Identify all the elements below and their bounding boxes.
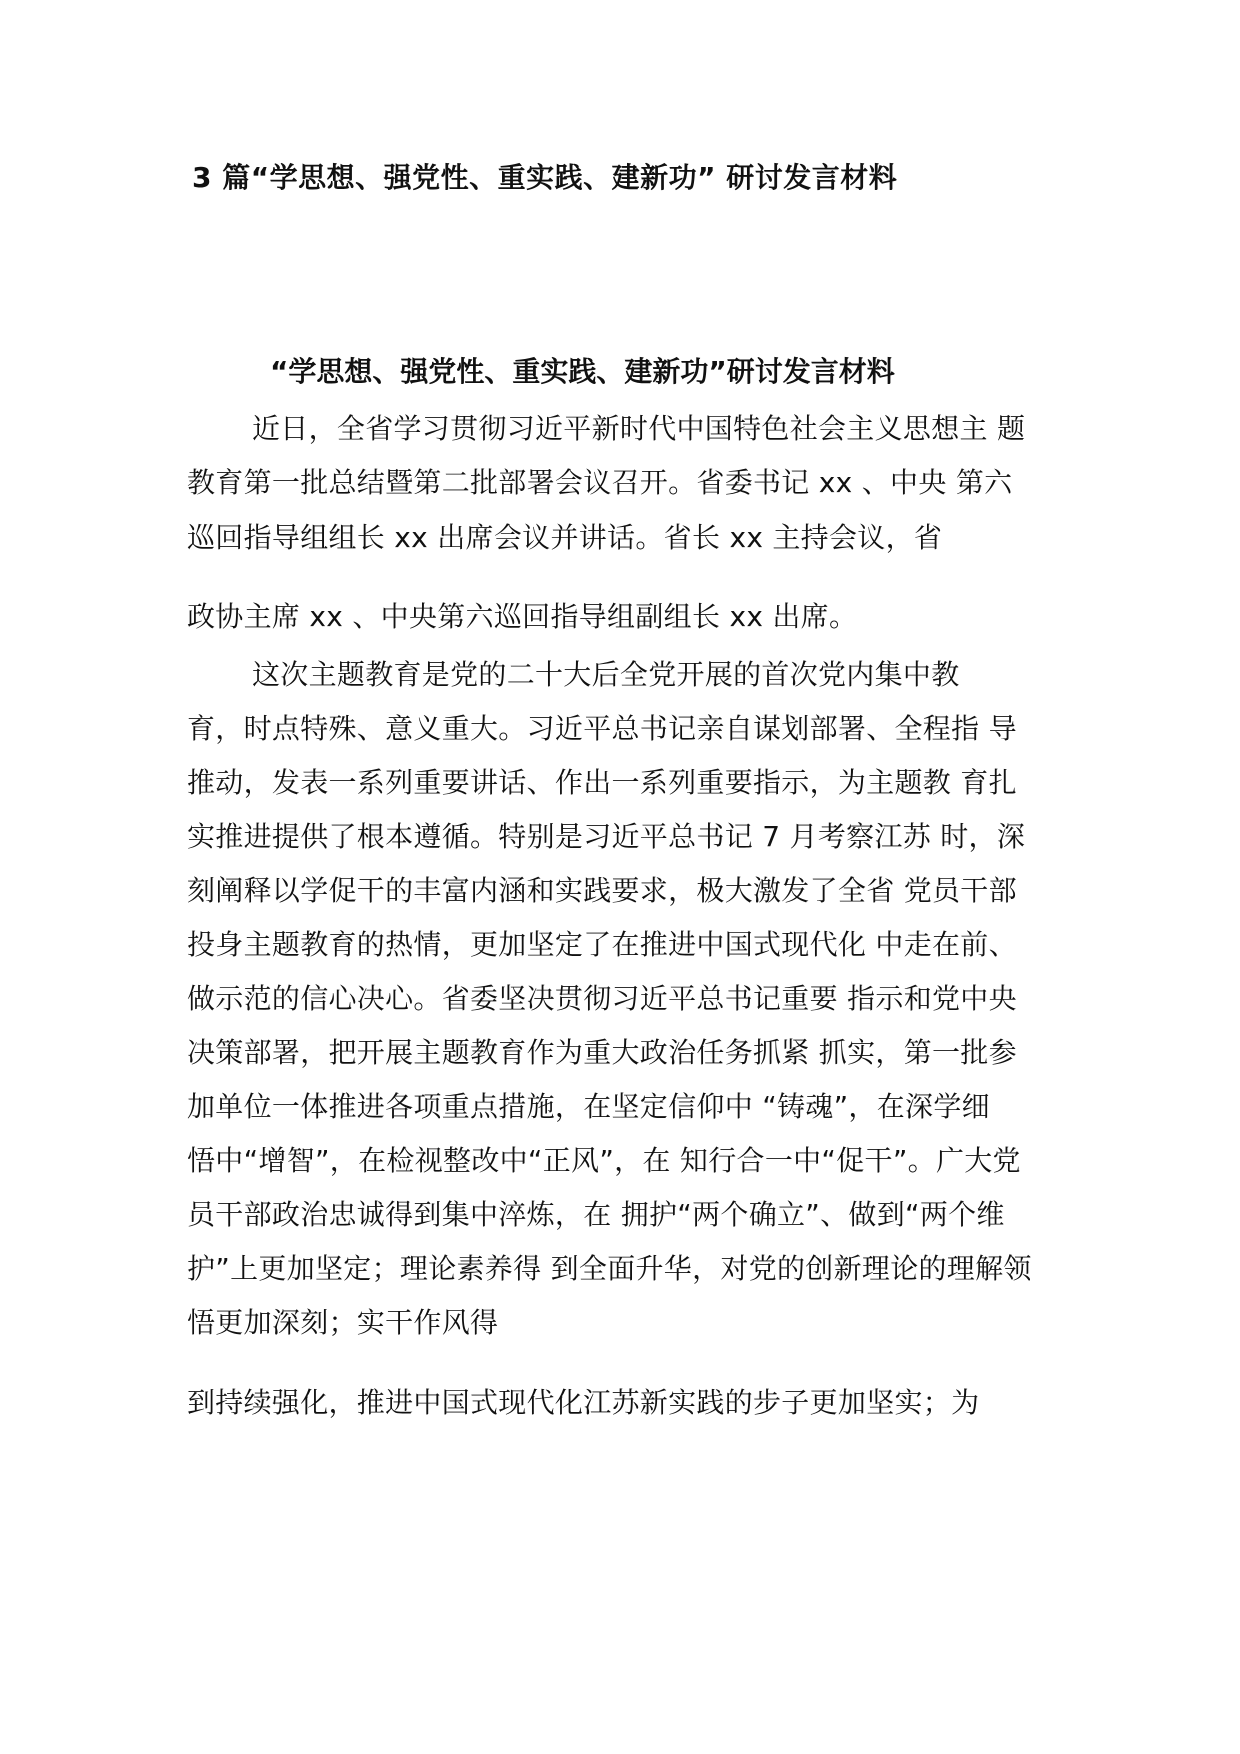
section-title: “学思想、强党性、重实践、建新功”研讨发言材料 [270,355,895,388]
paragraph-line: 实推进提供了根本遵循。特别是习近平总书记 7 月考察江苏 时，深 [187,820,1026,853]
paragraph-line: 育，时点特殊、意义重大。习近平总书记亲自谋划部署、全程指 导 [187,712,1017,745]
paragraph-line: 投身主题教育的热情，更加坚定了在推进中国式现代化 中走在前、 [187,928,1017,961]
paragraph-line: 决策部署，把开展主题教育作为重大政治任务抓紧 抓实，第一批参 [187,1036,1017,1069]
paragraph-line: 推动，发表一系列重要讲话、作出一系列重要指示，为主题教 育扎 [187,766,1017,799]
document-title: 3 篇“学思想、强党性、重实践、建新功” 研讨发言材料 [192,161,898,194]
paragraph-line: 近日，全省学习贯彻习近平新时代中国特色社会主义思想主 题 [252,412,1026,445]
paragraph-line: 护”上更加坚定；理论素养得 到全面升华，对党的创新理论的理解领 [187,1252,1032,1285]
paragraph-line: 悟中“增智”，在检视整改中“正风”，在 知行合一中“促干”。广大党 [187,1144,1021,1177]
paragraph-line: 这次主题教育是党的二十大后全党开展的首次党内集中教 [252,658,960,691]
paragraph-line: 教育第一批总结暨第二批部署会议召开。省委书记 xx 、中央 第六 [187,466,1013,499]
paragraph-line: 政协主席 xx 、中央第六巡回指导组副组长 xx 出席。 [187,600,858,633]
paragraph-line: 巡回指导组组长 xx 出席会议并讲话。省长 xx 主持会议，省 [187,521,943,554]
paragraph-line: 做示范的信心决心。省委坚决贯彻习近平总书记重要 指示和党中央 [187,982,1017,1015]
paragraph-line: 加单位一体推进各项重点措施，在坚定信仰中 “铸魂”，在深学细 [187,1090,990,1123]
paragraph-line: 员干部政治忠诚得到集中淬炼，在 拥护“两个确立”、做到“两个维 [187,1198,1005,1231]
paragraph-line: 刻阐释以学促干的丰富内涵和实践要求，极大激发了全省 党员干部 [187,874,1017,907]
paragraph-line: 悟更加深刻；实干作风得 [187,1306,499,1339]
paragraph-line: 到持续强化，推进中国式现代化江苏新实践的步子更加坚实；为 [187,1386,980,1419]
